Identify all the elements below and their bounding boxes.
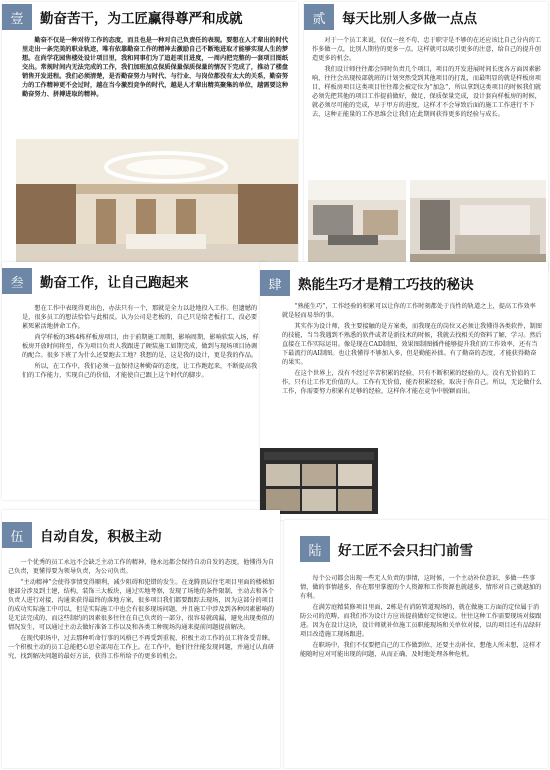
software-screenshot xyxy=(260,448,378,514)
section-6-paragraph: 在职场中，我们不仅要把自己的工作做到位，还要主动补位，想他人所未想，这样才能随时应对可能出现的问题，从而正确、及时地处理各种危机。 xyxy=(300,642,542,658)
section-3-body xyxy=(2,296,266,380)
section-2-paragraph: 对于一个员工来说，仅仅一丝不苟、忠于职守是不够的在还应该比自己分内的工作多做一点，比别人期待的更多一点。这样就可以吸引更多的注意，给自己的提升创造更多的机会。 xyxy=(312,37,541,62)
section-6-paragraph: 在满芳庭精装修项目里面，2栋是有消防管道现场的，就在做施工方面的定位属于消防公司的范畴，而我们作为设计方应该提前做好定位建议。往往这种工作需要现场对接跟进。因为在设计这块，设计师就补位施工员职能现场和关单位对接，以的项目还有品绿轩项目改造施工现场跟进。 xyxy=(300,604,542,638)
section-2-number-badge: 贰 xyxy=(304,4,334,30)
section-4-header xyxy=(260,268,548,298)
section-3-title: 勤奋工作，让自己跑起来 xyxy=(40,275,189,291)
section-1-card xyxy=(2,2,298,270)
section-5-header xyxy=(2,520,280,550)
section-6-title: 好工匠不会只扫门前雪 xyxy=(338,543,473,559)
section-1-paragraph: 勤奋不仅是一种对待工作的态度，而且也是一种对自己负责任的表现。要想在人才辈出的时代里走出一条完美的职业轨迹，唯有依靠勤奋工作的精神去激励自己不断地进取才能够实现人生的梦想。在尚学花园售楼处设计项目里，我和同事们为了追赶项目进度，一周内把完整的一套项目图纸交出。常规时间内无法完成的工作，我们加班加点保质保量保质保量的情况下完成了，推动了楼盘销售开发进程。我们必须清楚，是否勤奋努力与时代、与行业、与岗位都没有太大的关系，勤奋努力的工作精神更不会过时，越在当今激烈竞争的时代，越是人才辈出精英聚集的单位，越需要这种勤奋努力、拼搏进取的精神。 xyxy=(22,37,289,98)
living-room-photo xyxy=(308,180,406,264)
section-4-paragraph: 其实作为设计师，我主要接触的是方案类，而我现在的岗位又必须让我懂得各类软件，制图的技能，当当我遇到不熟悉的软件或者是新技术的时候，我就去找相关的资料了解，学习。然后直接在工作实际运用。像是现在CAD制图，效果图制图插件能够提升我们的工作效率，还有当下最流行的AI制图。也让我懂得不够加入多，但是勤能补拙。有了勤奋的态度，才能获得勤奋的果实。 xyxy=(282,323,542,366)
section-2-card xyxy=(304,2,548,270)
section-2-header xyxy=(304,2,548,32)
section-1-header xyxy=(2,2,298,32)
section-2-body xyxy=(304,32,548,119)
section-2-paragraph: 我们设计师往往都会同时负责几个项目，项目的开发进展时间长度各方面因素影响，往往会出现按部就班的计划突然受到其他项目的打乱，而最明显的就是样板房项目，样板房项目这类项目往往都会被定位为“加急”，所以拿到这类项目的时候我们就必须先把其他的项目工作提前做好，做足，保质保量完成，设计套向样板房的时候，就必须尽可能的完成，早于甲方的进度，这样才不会导致后面的施工工作进行不下去，这种正能量的工作思维会让我们在此期间获得更多的经验与成长。 xyxy=(312,66,542,118)
section-6-header xyxy=(300,534,548,564)
section-3-paragraph: 所以，在工作中，我们必须一直保持这种勤奋的态度，让工作跑起来，不断提高我们的工作能力，实现自己的价值，才能使自己跟上这个时代的脚步。 xyxy=(22,363,258,379)
section-3-number-badge: 叁 xyxy=(2,268,32,294)
section-5-number-badge: 伍 xyxy=(2,522,32,548)
section-3-paragraph: 尚学样板的3栋4栋样板房项目，由于前期施工周期，影响周期，影响软装入场，样板房开放时间将至，作为项目负责人我跟进了硬装施工如期完成，做到与现场项目协调的配合。很多下班了为什么还要跑去工地？我想的是，这是我的设计，更是我的作品。 xyxy=(22,334,259,359)
section-4-card xyxy=(260,262,548,520)
section-4-paragraph: “熟能生巧”，工作经验的积累可以让你的工作时刻都处于良性的轨道之上，提高工作效率就是轻而易举的事。 xyxy=(282,303,536,319)
section-1-title: 勤奋苦干，为工匠赢得尊严和成就 xyxy=(40,11,243,27)
section-4-paragraph: 在这个世界上，没有不经过辛苦积累的经验，只有不断积累的经验的人。没有无价值的工作，只有让工作无价值的人。工作有无价值，能否积累经验，取决于你自己。所以，无论做什么工作，你需要努力积累有足够的经验，这样你才能在竞争中脱颖而出。 xyxy=(282,370,542,395)
section-3-header xyxy=(2,266,266,296)
section-6-card xyxy=(284,520,548,768)
section-3-card xyxy=(2,262,266,500)
section-3-paragraph: 想在工作中表现得更出色，办法只有一个，那就是全力以赴地投入工作。但遗憾的是，很多员工的想法恰恰与此相反。认为公司是老板的，自己只是给老板打工，没必要累死累活地拼命工作。 xyxy=(22,305,258,330)
section-1-body xyxy=(2,32,298,99)
section-5-paragraph: 一个优秀的员工永远不会缺乏主动工作的精神，他永远都会保持自动自发的态度，他懂得为自己负责，更懂得要为领导负责，为公司负责。 xyxy=(8,559,275,575)
section-4-title: 熟能生巧才是精工巧技的秘诀 xyxy=(298,277,474,293)
lobby-interior-photo xyxy=(16,139,298,264)
section-4-number-badge: 肆 xyxy=(260,270,290,296)
section-5-paragraph: 在现代职场中，过去那种听命行事的风格已不再受到重视，积极主动工作的员工将备受青睐。一个积极主动的员工总能把心思全部用在工作上。在工作中，他们往往能发现问题，并通过认真研究，找到解决问题的最好方法，获得工作所给予的更多的机会。 xyxy=(8,635,275,660)
section-6-paragraph: 每个公司都会出现一些无人负责的事情，这时候，一个主动补位意识，多做一些事情，做的事情越多，你在那里掌握的个人资源和工作资源也就越多，情形对自己就越加的有利。 xyxy=(300,575,542,600)
section-5-card xyxy=(2,510,280,768)
section-6-number-badge: 陆 xyxy=(300,536,330,562)
bedroom-photo xyxy=(410,180,546,264)
section-5-title: 自动自发，积极主动 xyxy=(40,529,162,545)
section-4-body xyxy=(260,298,548,396)
section-1-number-badge: 壹 xyxy=(2,4,32,30)
section-2-title: 每天比别人多做一点点 xyxy=(342,11,477,27)
section-5-paragraph: “主动精神”会使得事情变得顺利，减少阻碍和犯错的发生。在龙腾顶层住宅项目里面的楼梯加建部分涉及到土建，结构，装饰三大板块，通过实地考察，发现了场地的条件限制，主动去和各个负责人进行对接，沟通来获得最终的落地方案，很多项目我们都要跟踪去现场，因为这部分的项目的成功实际施工中可以，但是实际施工中也会有很多现场问题，并且施工中涉及到各种因素影响的是无法完成的，而这些制约的因素很多往往在自己负责的一部分，很容易就疏漏，避免出现类似的情况发生，可以通过主动去做好准备工作以及和各类工种现场沟通来提前问题提前解决。 xyxy=(8,579,275,631)
section-6-body xyxy=(284,564,548,659)
section-5-body xyxy=(2,550,280,661)
